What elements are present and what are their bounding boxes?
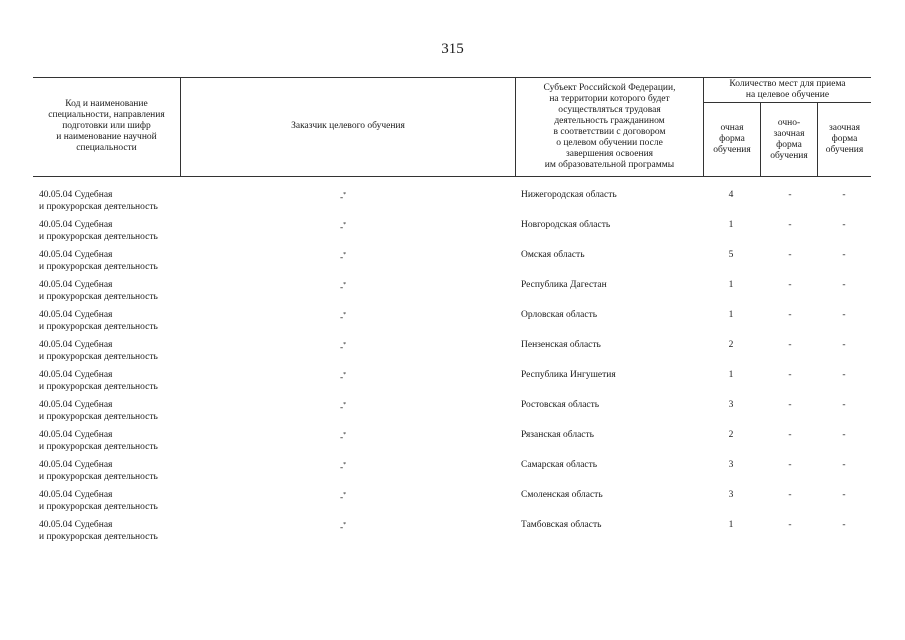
part-time-count: - (788, 370, 792, 380)
customer-value: - (340, 403, 344, 414)
header-places-line: Количество мест для приема (729, 79, 846, 89)
specialty-cell (39, 189, 189, 213)
specialty-cell (39, 279, 189, 303)
header-specialty-line: Код и наименование (65, 99, 148, 109)
footnote-mark: * (343, 222, 347, 228)
customer-cell (340, 459, 346, 474)
header-part-time-line: обучения (770, 150, 808, 161)
table-row (0, 309, 905, 339)
region-cell: Республика Ингушетия (521, 370, 616, 380)
customer-value: - (340, 193, 344, 204)
full-time-count: 1 (728, 370, 734, 380)
specialty-name-continued: и прокурорская деятельность (39, 322, 158, 332)
distance-count: - (842, 430, 846, 440)
specialty-code-name: 40.05.04 Судебная (39, 370, 113, 380)
part-time-count: - (788, 250, 792, 260)
customer-cell (340, 399, 346, 414)
part-time-count: - (788, 220, 792, 230)
footnote-mark: * (343, 372, 347, 378)
customer-value: - (340, 343, 344, 354)
region-cell: Тамбовская область (521, 520, 602, 530)
header-region (516, 77, 703, 176)
specialty-cell (39, 219, 189, 243)
specialty-cell (39, 309, 189, 333)
customer-cell (340, 519, 346, 534)
distance-count: - (842, 250, 846, 260)
customer-value: - (340, 463, 344, 474)
customer-cell (340, 339, 346, 354)
specialty-name-continued: и прокурорская деятельность (39, 352, 158, 362)
part-time-count: - (788, 430, 792, 440)
header-region-line: завершения освоения (565, 148, 654, 159)
specialty-code-name: 40.05.04 Судебная (39, 190, 113, 200)
header-full-time-line: очная (720, 123, 744, 133)
full-time-count: 3 (728, 460, 734, 470)
full-time-count: 2 (728, 340, 734, 350)
header-distance-line: заочная (829, 123, 860, 133)
footnote-mark: * (343, 402, 347, 408)
table-row (0, 459, 905, 489)
specialty-cell (39, 249, 189, 273)
distance-count: - (842, 190, 846, 200)
specialty-name-continued: и прокурорская деятельность (39, 472, 158, 482)
footnote-mark: * (343, 282, 347, 288)
distance-count: - (842, 490, 846, 500)
header-region-line: о целевом обучении после (556, 137, 663, 148)
specialty-code-name: 40.05.04 Судебная (39, 460, 113, 470)
table-row (0, 489, 905, 519)
table-row (0, 369, 905, 399)
header-region-line: им образовательной программы (544, 159, 675, 170)
table-row (0, 429, 905, 459)
header-bottom-rule (33, 176, 871, 177)
full-time-count: 1 (728, 220, 734, 230)
full-time-count: 1 (728, 280, 734, 290)
header-specialty-line: специальности, направления (48, 110, 165, 120)
header-region-line: Субъект Российской Федерации, (543, 82, 676, 93)
specialty-cell (39, 429, 189, 453)
full-time-count: 1 (728, 310, 734, 320)
distance-count: - (842, 520, 846, 530)
specialty-code-name: 40.05.04 Судебная (39, 250, 113, 260)
region-cell: Рязанская область (521, 430, 594, 440)
specialty-code-name: 40.05.04 Судебная (39, 340, 113, 350)
specialty-name-continued: и прокурорская деятельность (39, 532, 158, 542)
specialty-code-name: 40.05.04 Судебная (39, 430, 113, 440)
distance-count: - (842, 310, 846, 320)
part-time-count: - (788, 340, 792, 350)
specialty-code-name: 40.05.04 Судебная (39, 310, 113, 320)
customer-cell (340, 189, 346, 204)
customer-cell (340, 369, 346, 384)
specialty-name-continued: и прокурорская деятельность (39, 202, 158, 212)
table-row (0, 399, 905, 429)
distance-count: - (842, 400, 846, 410)
part-time-count: - (788, 280, 792, 290)
header-part-time (761, 103, 817, 176)
specialty-cell (39, 459, 189, 483)
customer-cell (340, 279, 346, 294)
footnote-mark: * (343, 492, 347, 498)
region-cell: Ростовская область (521, 400, 600, 410)
specialty-name-continued: и прокурорская деятельность (39, 412, 158, 422)
header-full-time-line: обучения (713, 145, 751, 155)
specialty-code-name: 40.05.04 Судебная (39, 280, 113, 290)
customer-cell (340, 429, 346, 444)
full-time-count: 3 (728, 490, 734, 500)
page-number: 315 (441, 41, 464, 57)
customer-value: - (340, 433, 344, 444)
customer-value: - (340, 223, 344, 234)
customer-value: - (340, 373, 344, 384)
table-row (0, 519, 905, 549)
specialty-name-continued: и прокурорская деятельность (39, 502, 158, 512)
region-cell: Омская область (521, 250, 585, 260)
specialty-cell (39, 399, 189, 423)
part-time-count: - (788, 310, 792, 320)
region-cell: Орловская область (521, 310, 598, 320)
customer-cell (340, 249, 346, 264)
customer-value: - (340, 313, 344, 324)
full-time-count: 2 (728, 430, 734, 440)
customer-cell (340, 219, 346, 234)
footnote-mark: * (343, 462, 347, 468)
header-customer-label: Заказчик целевого обучения (291, 121, 405, 131)
header-distance (818, 103, 871, 176)
header-part-time-line: заочная (773, 128, 805, 139)
specialty-cell (39, 519, 189, 543)
specialty-code-name: 40.05.04 Судебная (39, 400, 113, 410)
table-row (0, 249, 905, 279)
header-places (704, 78, 871, 102)
header-full-time-line: форма (719, 134, 745, 144)
table-row (0, 189, 905, 219)
customer-cell (340, 489, 346, 504)
customer-value: - (340, 253, 344, 264)
footnote-mark: * (343, 342, 347, 348)
specialty-cell (39, 489, 189, 513)
header-customer (181, 77, 515, 176)
table-row (0, 219, 905, 249)
table-row (0, 339, 905, 369)
specialty-cell (39, 369, 189, 393)
specialty-code-name: 40.05.04 Судебная (39, 220, 113, 230)
specialty-name-continued: и прокурорская деятельность (39, 442, 158, 452)
region-cell: Пензенская область (521, 340, 601, 350)
header-region-line: на территории которого будет (549, 93, 670, 104)
distance-count: - (842, 280, 846, 290)
header-specialty-line: специальности (76, 143, 137, 153)
full-time-count: 4 (728, 190, 734, 200)
header-distance-line: форма (831, 134, 858, 144)
header-specialty (33, 77, 180, 176)
part-time-count: - (788, 490, 792, 500)
header-specialty-line: и наименование научной (56, 132, 157, 142)
region-cell: Нижегородская область (521, 190, 617, 200)
footnote-mark: * (343, 522, 347, 528)
header-region-line: осуществляться трудовая (558, 104, 661, 115)
distance-count: - (842, 220, 846, 230)
header-full-time (704, 103, 760, 176)
specialty-cell (39, 339, 189, 363)
region-cell: Смоленская область (521, 490, 603, 500)
footnote-mark: * (343, 192, 347, 198)
region-cell: Новгородская область (521, 220, 611, 230)
header-region-line: деятельность гражданином (554, 115, 665, 126)
specialty-code-name: 40.05.04 Судебная (39, 490, 113, 500)
specialty-name-continued: и прокурорская деятельность (39, 382, 158, 392)
distance-count: - (842, 370, 846, 380)
full-time-count: 3 (728, 400, 734, 410)
part-time-count: - (788, 520, 792, 530)
table-row (0, 279, 905, 309)
region-cell: Самарская область (521, 460, 598, 470)
specialty-code-name: 40.05.04 Судебная (39, 520, 113, 530)
specialty-name-continued: и прокурорская деятельность (39, 292, 158, 302)
header-specialty-line: подготовки или шифр (62, 121, 151, 131)
region-cell: Республика Дагестан (521, 280, 607, 290)
customer-cell (340, 309, 346, 324)
footnote-mark: * (343, 312, 347, 318)
header-part-time-line: форма (776, 139, 802, 150)
part-time-count: - (788, 400, 792, 410)
header-region-line: в соответствии с договором (553, 126, 666, 137)
full-time-count: 1 (728, 520, 734, 530)
part-time-count: - (788, 460, 792, 470)
footnote-mark: * (343, 432, 347, 438)
header-distance-line: обучения (825, 145, 864, 155)
footnote-mark: * (343, 252, 347, 258)
full-time-count: 5 (728, 250, 734, 260)
header-places-line: на целевое обучение (745, 90, 830, 100)
customer-value: - (340, 283, 344, 294)
part-time-count: - (788, 190, 792, 200)
distance-count: - (842, 460, 846, 470)
header-part-time-line: очно- (777, 117, 801, 128)
customer-value: - (340, 523, 344, 534)
distance-count: - (842, 340, 846, 350)
specialty-name-continued: и прокурорская деятельность (39, 232, 158, 242)
specialty-name-continued: и прокурорская деятельность (39, 262, 158, 272)
customer-value: - (340, 493, 344, 504)
